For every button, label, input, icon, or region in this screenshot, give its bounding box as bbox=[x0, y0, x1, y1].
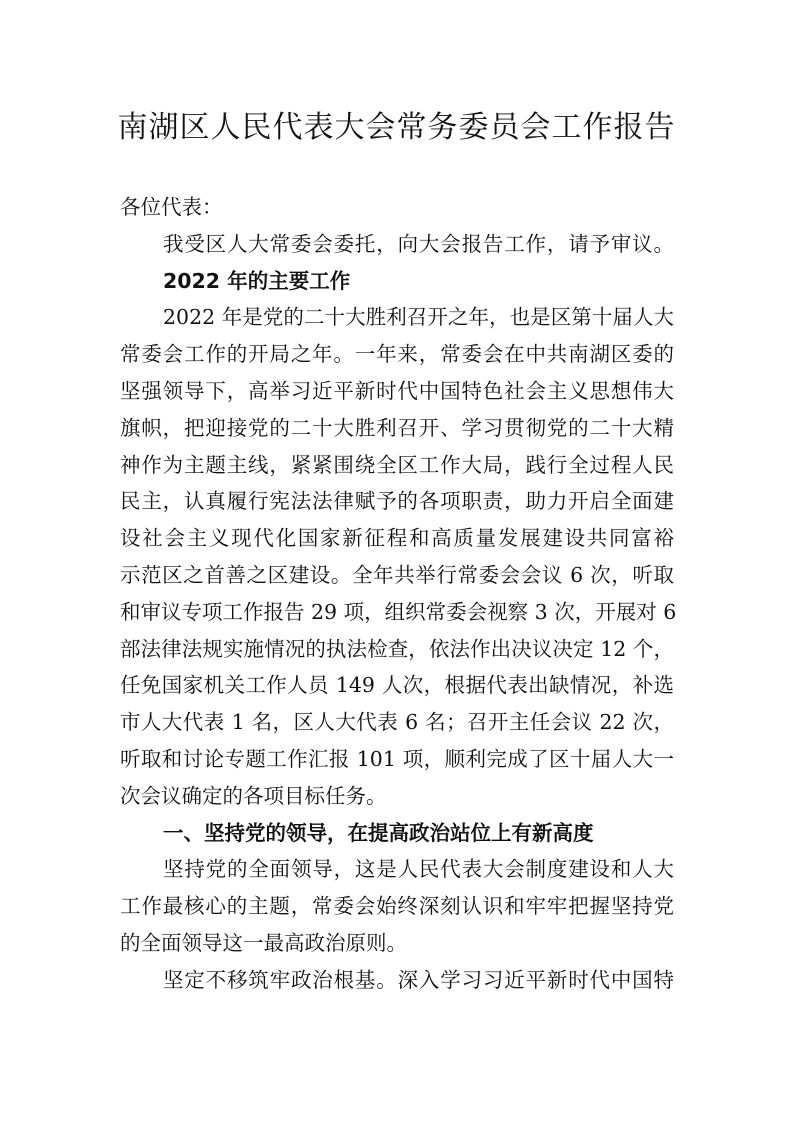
document-body bbox=[120, 189, 677, 999]
paragraph-line: 民主，认真履行宪法法律赋予的各项职责，助力开启全面建 bbox=[120, 489, 674, 514]
section-heading: 一、坚持党的领导，在提高政治站位上有新高度 bbox=[163, 820, 594, 845]
paragraph-line: 坚强领导下，高举习近平新时代中国特色社会主义思想伟大 bbox=[120, 378, 674, 403]
paragraph-line: 设社会主义现代化国家新征程和高质量发展建设共同富裕 bbox=[120, 526, 674, 551]
paragraph-line: 神作为主题主线，紧紧围绕全区工作大局，践行全过程人民 bbox=[120, 452, 674, 477]
paragraph-line: 示范区之首善之区建设。全年共举行常委会会议 6 次，听取 bbox=[120, 562, 674, 587]
paragraph-line: 旗帜，把迎接党的二十大胜利召开、学习贯彻党的二十大精 bbox=[120, 415, 674, 440]
paragraph-line: 任免国家机关工作人员 149 人次，根据代表出缺情况，补选 bbox=[120, 673, 674, 698]
paragraph-line: 部法律法规实施情况的执法检查，依法作出决议决定 12 个， bbox=[120, 636, 674, 661]
paragraph-line: 坚定不移筑牢政治根基。深入学习习近平新时代中国特 bbox=[163, 967, 674, 992]
section-heading: 2022 年的主要工作 bbox=[163, 268, 351, 293]
salutation: 各位代表： bbox=[120, 195, 223, 219]
paragraph-line: 市人大代表 1 名，区人大代表 6 名；召开主任会议 22 次， bbox=[120, 710, 674, 735]
paragraph-line: 我受区人大常委会委托，向大会报告工作，请予审议。 bbox=[163, 231, 674, 256]
paragraph-line: 听取和讨论专题工作汇报 101 项，顺利完成了区十届人大一 bbox=[120, 746, 674, 771]
paragraph-line: 次会议确定的各项目标任务。 bbox=[120, 783, 387, 808]
paragraph-line: 工作最核心的主题，常委会始终深刻认识和牢牢把握坚持党 bbox=[120, 894, 674, 919]
paragraph-line: 和审议专项工作报告 29 项，组织常委会视察 3 次，开展对 6 bbox=[120, 599, 677, 624]
paragraph-line: 的全面领导这一最高政治原则。 bbox=[120, 930, 407, 955]
paragraph-line: 坚持党的全面领导，这是人民代表大会制度建设和人大 bbox=[163, 857, 674, 882]
paragraph-line: 2022 年是党的二十大胜利召开之年，也是区第十届人大 bbox=[163, 305, 674, 330]
document-title: 南湖区人民代表大会常务委员会工作报告 bbox=[117, 110, 676, 145]
paragraph-line: 常委会工作的开局之年。一年来，常委会在中共南湖区委的 bbox=[120, 342, 674, 367]
